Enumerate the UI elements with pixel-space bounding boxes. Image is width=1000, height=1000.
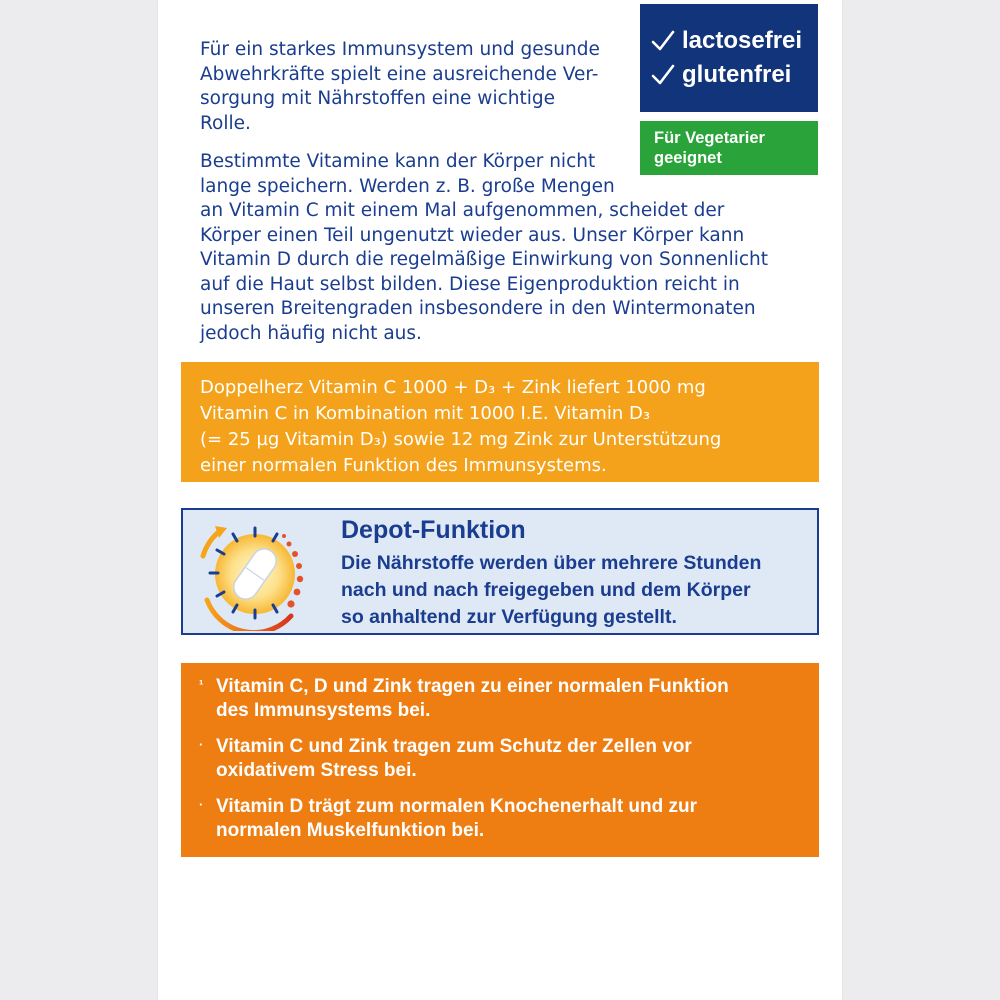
depot-line: Die Nährstoffe werden über mehrere Stunden [341, 552, 762, 574]
claim-line: oxidativem Stress bei. [216, 760, 417, 781]
depot-title: Depot-Funktion [341, 516, 526, 544]
body-line: lange speichern. Werden z. B. große Mengen [200, 175, 615, 197]
gluten-free-row [650, 58, 818, 92]
body-line: Bestimmte Vitamine kann der Körper nicht [200, 151, 596, 172]
claim-marker: ¹ [199, 677, 204, 692]
health-claim [199, 795, 819, 843]
depot-line: nach und nach freigegeben und dem Körper [341, 579, 751, 601]
depot-description [341, 550, 761, 631]
claim-line: Vitamin D trägt zum normalen Knochenerhalt und zur [216, 796, 698, 817]
body-line: Vitamin D durch die regelmäßige Einwirkung von Sonnenlicht [200, 249, 769, 270]
intro-paragraph [200, 38, 640, 136]
intro-line: Für ein starkes Immunsystem und gesunde [200, 39, 600, 60]
gluten-free-label: glutenfrei [682, 61, 792, 88]
health-claims-box [181, 663, 819, 857]
health-claim [199, 735, 819, 783]
depot-function-box [181, 508, 819, 635]
body-line: auf die Haut selbst bilden. Diese Eigenproduktion reicht in [200, 273, 740, 295]
claim-marker: · [199, 797, 204, 812]
free-from-badge [640, 4, 818, 112]
body-line: unseren Breitengraden insbesondere in den Wintermonaten [200, 298, 756, 319]
vegetarian-line: geeignet [654, 149, 722, 167]
claim-line: Vitamin C und Zink tragen zum Schutz der Zellen vor [216, 736, 692, 757]
lactose-free-row [650, 24, 818, 58]
body-line: Körper einen Teil ungenutzt wieder aus. Unser Körper kann [200, 224, 745, 246]
tablet-clock-icon [193, 516, 313, 631]
lactose-free-label: lactosefrei [682, 27, 803, 54]
body-line: an Vitamin C mit einem Mal aufgenommen, scheidet der [200, 200, 725, 221]
claim-line: normalen Muskelfunktion bei. [216, 820, 485, 841]
depot-line: so anhaltend zur Verfügung gestellt. [341, 606, 677, 628]
vegetarian-badge [640, 121, 818, 175]
product-info-line: Doppelherz Vitamin C 1000 + D₃ + Zink liefert 1000 mg [200, 377, 706, 398]
body-line: jedoch häufig nicht aus. [200, 322, 422, 344]
check-icon [650, 28, 676, 54]
health-claim [199, 675, 819, 723]
product-info-box [181, 362, 819, 482]
product-info-line: einer normalen Funktion des Immunsystems. [200, 455, 607, 476]
intro-line: Rolle. [200, 112, 251, 134]
product-info-line: (= 25 µg Vitamin D₃) sowie 12 mg Zink zur Unterstützung [200, 429, 722, 450]
claim-line: des Immunsystems bei. [216, 700, 431, 721]
intro-line: Abwehrkräfte spielt eine ausreichende Ver- [200, 63, 599, 85]
check-icon [650, 62, 676, 88]
claim-line: Vitamin C, D und Zink tragen zu einer normalen Funktion [216, 676, 729, 697]
claim-marker: · [199, 737, 204, 752]
body-paragraph [200, 150, 810, 346]
vegetarian-line: Für Vegetarier [654, 129, 765, 147]
intro-line: sorgung mit Nährstoffen eine wichtige [200, 88, 555, 109]
product-info-line: Vitamin C in Kombination mit 1000 I.E. Vitamin D₃ [200, 403, 651, 424]
